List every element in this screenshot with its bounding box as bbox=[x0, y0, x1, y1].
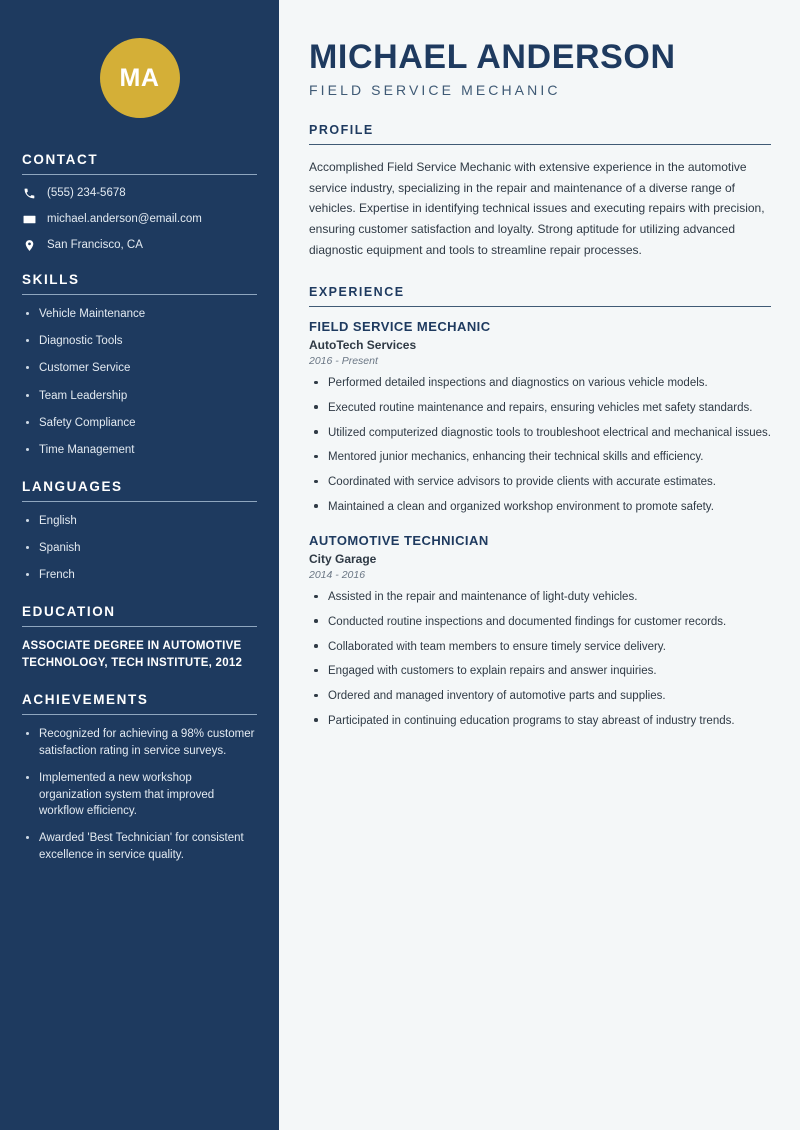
contact-heading: CONTACT bbox=[22, 152, 99, 167]
contact-item-email[interactable] bbox=[22, 212, 257, 226]
job-company: City Garage bbox=[309, 552, 377, 567]
profile-text: Accomplished Field Service Mechanic with extensive experience in the automotive service industry, specializing in the repair and maintenance of a diverse range of vehicles. Expertise in identifying technical issues and executing repairs with precision, ensuring customer satisfaction and loyalty. Strong aptitude for utilizing advanced diagnostic equipment and tools to streamline repair processes. bbox=[309, 160, 765, 257]
languages-list bbox=[22, 513, 257, 584]
list-item: Assisted in the repair and maintenance of light-duty vehicles. bbox=[309, 589, 771, 606]
list-item: Spanish bbox=[22, 540, 257, 557]
list-item: Participated in continuing education programs to stay abreast of industry trends. bbox=[309, 713, 771, 730]
contact-divider bbox=[22, 174, 257, 175]
skills-section bbox=[22, 272, 257, 459]
profile-heading: PROFILE bbox=[309, 123, 374, 138]
achievements-list bbox=[22, 726, 257, 864]
achievements-heading: ACHIEVEMENTS bbox=[22, 692, 149, 708]
avatar-container bbox=[22, 0, 257, 152]
list-item: Safety Compliance bbox=[22, 415, 257, 432]
achievements-divider bbox=[22, 714, 257, 715]
phone-icon bbox=[22, 186, 36, 200]
list-item: Awarded 'Best Technician' for consistent excellence in service quality. bbox=[22, 830, 257, 863]
list-item: Executed routine maintenance and repairs, ensuring vehicles met safety standards. bbox=[309, 400, 771, 417]
experience-entry bbox=[309, 319, 771, 516]
list-item: Mentored junior mechanics, enhancing their technical skills and efficiency. bbox=[309, 449, 771, 466]
experience-section bbox=[309, 285, 771, 730]
job-role: AUTOMOTIVE TECHNICIAN bbox=[309, 533, 489, 549]
list-item: Team Leadership bbox=[22, 388, 257, 405]
list-item: English bbox=[22, 513, 257, 530]
sidebar bbox=[0, 0, 279, 1130]
education-section bbox=[22, 604, 257, 673]
list-item: Implemented a new workshop organization system that improved workflow efficiency. bbox=[22, 770, 257, 820]
map-pin-icon bbox=[22, 238, 36, 252]
contact-phone-value: (555) 234-5678 bbox=[47, 187, 126, 199]
job-bullet-list bbox=[309, 589, 771, 730]
skills-heading: SKILLS bbox=[22, 272, 80, 287]
languages-heading: LANGUAGES bbox=[22, 478, 123, 494]
skills-list bbox=[22, 306, 257, 459]
contact-email-value: michael.anderson@email.com bbox=[47, 213, 202, 225]
list-item: Utilized computerized diagnostic tools to troubleshoot electrical and mechanical issues. bbox=[309, 425, 771, 442]
page-title: MICHAEL ANDERSON bbox=[309, 38, 676, 76]
main-content bbox=[279, 0, 800, 1130]
list-item: Recognized for achieving a 98% customer satisfaction rating in service surveys. bbox=[22, 726, 257, 759]
list-item: Ordered and managed inventory of automotive parts and supplies. bbox=[309, 688, 771, 705]
list-item: French bbox=[22, 567, 257, 584]
envelope-icon bbox=[22, 212, 36, 226]
list-item: Customer Service bbox=[22, 360, 257, 377]
education-heading: EDUCATION bbox=[22, 603, 116, 619]
list-item: Diagnostic Tools bbox=[22, 333, 257, 350]
list-item: Coordinated with service advisors to provide clients with accurate estimates. bbox=[309, 474, 771, 491]
experience-entry bbox=[309, 533, 771, 730]
list-item: Engaged with customers to explain repairs and answer inquiries. bbox=[309, 663, 771, 680]
achievements-section bbox=[22, 692, 257, 864]
list-item: Time Management bbox=[22, 442, 257, 459]
profile-section bbox=[309, 123, 771, 260]
languages-section bbox=[22, 479, 257, 584]
contact-item-location[interactable] bbox=[22, 238, 257, 252]
job-bullet-list bbox=[309, 375, 771, 516]
education-divider bbox=[22, 626, 257, 627]
profile-divider bbox=[309, 144, 771, 145]
list-item: Maintained a clean and organized workshop environment to promote safety. bbox=[309, 499, 771, 516]
avatar: MA bbox=[100, 38, 180, 118]
contact-section bbox=[22, 152, 257, 252]
contact-location-value: San Francisco, CA bbox=[47, 239, 143, 251]
list-item: Collaborated with team members to ensure timely service delivery. bbox=[309, 639, 771, 656]
education-entry: ASSOCIATE DEGREE IN AUTOMOTIVE TECHNOLOGY, TECH INSTITUTE, 2012 bbox=[22, 639, 243, 669]
experience-divider bbox=[309, 306, 771, 307]
job-dates: 2014 - 2016 bbox=[309, 569, 366, 582]
job-role: FIELD SERVICE MECHANIC bbox=[309, 319, 491, 335]
experience-heading: EXPERIENCE bbox=[309, 285, 405, 300]
job-dates: 2016 - Present bbox=[309, 355, 378, 368]
list-item: Conducted routine inspections and documented findings for customer records. bbox=[309, 614, 771, 631]
job-title-subtitle: FIELD SERVICE MECHANIC bbox=[309, 82, 561, 99]
skills-divider bbox=[22, 294, 257, 295]
list-item: Performed detailed inspections and diagnostics on various vehicle models. bbox=[309, 375, 771, 392]
languages-divider bbox=[22, 501, 257, 502]
job-company: AutoTech Services bbox=[309, 338, 417, 353]
list-item: Vehicle Maintenance bbox=[22, 306, 257, 323]
contact-item-phone[interactable] bbox=[22, 186, 257, 200]
